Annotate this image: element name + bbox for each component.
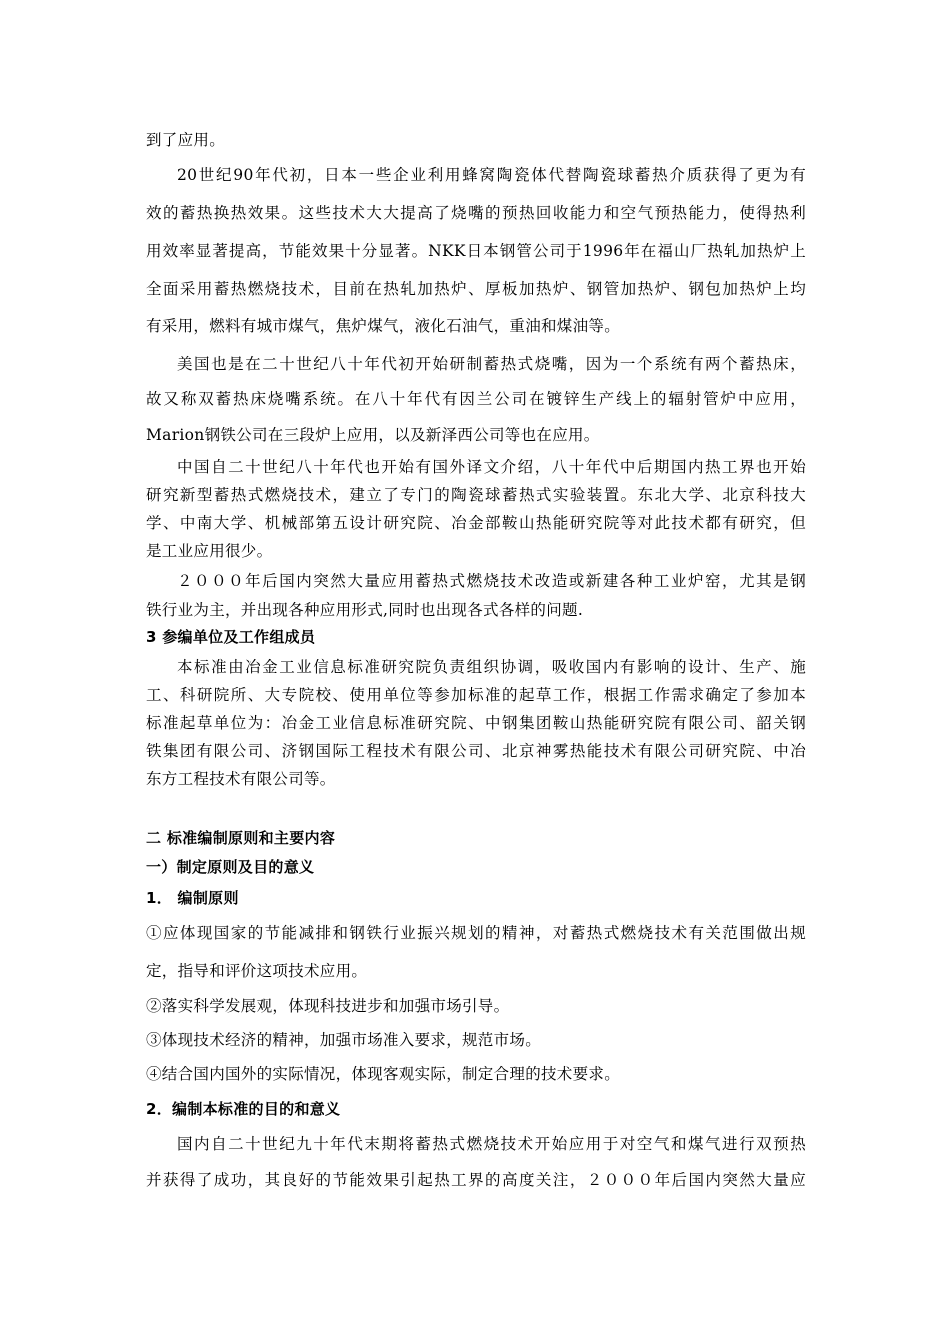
list-item: ④结合国内国外的实际情况，体现客观实际，制定合理的技术要求。 <box>146 1065 621 1083</box>
text-line: 故又称双蓄热床烧嘴系统。在八十年代有因兰公司在镀锌生产线上的辐射管炉中应用， <box>146 390 806 408</box>
list-item: ③体现技术经济的精神，加强市场准入要求，规范市场。 <box>146 1031 542 1049</box>
text-line: 研究新型蓄热式燃烧技术，建立了专门的陶瓷球蓄热式实验装置。东北大学、北京科技大 <box>146 486 806 504</box>
subsection-heading: 1． 编制原则 <box>146 889 239 907</box>
text-line: 全面采用蓄热燃烧技术，目前在热轧加热炉、厚板加热炉、钢管加热炉、钢包加热炉上均 <box>146 280 806 298</box>
text-line: 用效率显著提高，节能效果十分显著。NKK日本钢管公司于1996年在福山厂热轧加热炉上 <box>146 242 806 260</box>
list-item: ①应体现国家的节能减排和钢铁行业振兴规划的精神，对蓄热式燃烧技术有关范围做出规 <box>146 924 806 942</box>
text-line: 东方工程技术有限公司等。 <box>146 770 336 788</box>
text-line: 是工业应用很少。 <box>146 542 273 560</box>
text-line: 定，指导和评价这项技术应用。 <box>146 962 368 980</box>
text-line: 到了应用。 <box>146 131 226 149</box>
text-line: Marion钢铁公司在三段炉上应用，以及新泽西公司等也在应用。 <box>146 426 600 444</box>
text-line: 中国自二十世纪八十年代也开始有国外译文介绍，八十年代中后期国内热工界也开始 <box>177 458 806 476</box>
text-line: 学、中南大学、机械部第五设计研究院、冶金部鞍山热能研究院等对此技术都有研究，但 <box>146 514 806 532</box>
text-line: 铁集团有限公司、济钢国际工程技术有限公司、北京神雾热能技术有限公司研究院、中冶 <box>146 742 806 760</box>
list-item: ②落实科学发展观，体现科技进步和加强市场引导。 <box>146 997 510 1015</box>
text-line: 美国也是在二十世纪八十年代初开始研制蓄热式烧嘴，因为一个系统有两个蓄热床， <box>177 355 806 373</box>
section-heading: 二 标准编制原则和主要内容 <box>146 829 336 847</box>
text-line: 有采用，燃料有城市煤气，焦炉煤气，液化石油气，重油和煤油等。 <box>146 317 621 335</box>
text-line: ２０００年后国内突然大量应用蓄热式燃烧技术改造或新建各种工业炉窑，尤其是钢 <box>177 572 806 590</box>
text-line: 铁行业为主，并出现各种应用形式,同时也出现各式各样的问题. <box>146 601 584 619</box>
text-line: 并获得了成功，其良好的节能效果引起热工界的高度关注，２０００年后国内突然大量应 <box>146 1171 806 1189</box>
text-line: 本标准由冶金工业信息标准研究院负责组织协调，吸收国内有影响的设计、生产、施 <box>177 658 806 676</box>
text-line: 工、科研院所、大专院校、使用单位等参加标准的起草工作，根据工作需求确定了参加本 <box>146 686 806 704</box>
text-line: 国内自二十世纪九十年代末期将蓄热式燃烧技术开始应用于对空气和煤气进行双预热 <box>177 1135 806 1153</box>
section-heading: 3 参编单位及工作组成员 <box>146 628 316 646</box>
subsection-heading: 一）制定原则及目的意义 <box>146 858 315 876</box>
text-line: 效的蓄热换热效果。这些技术大大提高了烧嘴的预热回收能力和空气预热能力，使得热利 <box>146 204 806 222</box>
text-line: 20世纪90年代初，日本一些企业利用蜂窝陶瓷体代替陶瓷球蓄热介质获得了更为有 <box>177 166 806 184</box>
text-line: 标准起草单位为：冶金工业信息标准研究院、中钢集团鞍山热能研究院有限公司、韶关钢 <box>146 714 806 732</box>
subsection-heading: 2．编制本标准的目的和意义 <box>146 1100 341 1118</box>
